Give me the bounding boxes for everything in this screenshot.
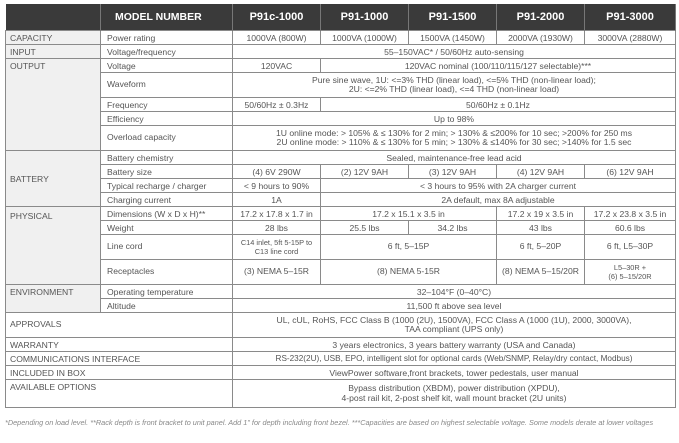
cell-value: (8) NEMA 5–15/20R bbox=[497, 260, 585, 285]
table-row bbox=[6, 112, 676, 126]
cell-value: Sealed, maintenance-free lead acid bbox=[233, 151, 676, 165]
label-waveform: Waveform bbox=[101, 73, 233, 98]
table-row bbox=[6, 235, 676, 260]
line-cord-p91c-line-1: C14 inlet, 5ft 5-15P to bbox=[240, 237, 313, 247]
cell-value: 6 ft, 5–20P bbox=[497, 235, 585, 260]
cell-value: 1000VA (1000W) bbox=[321, 31, 409, 45]
label-line-cord: Line cord bbox=[101, 235, 233, 260]
table-row bbox=[6, 338, 676, 352]
cell-value bbox=[233, 235, 321, 260]
cell-value: 50/60Hz ± 0.1Hz bbox=[321, 98, 676, 112]
label-voltage-frequency: Voltage/frequency bbox=[101, 45, 233, 59]
table-row bbox=[6, 151, 676, 165]
header-blank bbox=[6, 4, 101, 31]
category-physical: PHYSICAL bbox=[6, 207, 101, 285]
waveform-line-2: 2U: <=2% THD (linear load), <=4 THD (non-linear load) bbox=[348, 84, 560, 94]
overload-line-2: 2U online mode: > 110% & ≤ 130% for 5 min; > 130% & ≤140% for 30 sec; >140% for 1.5 sec bbox=[276, 137, 632, 147]
model-header-p91c-1000: P91c-1000 bbox=[233, 4, 321, 31]
table-row bbox=[6, 352, 676, 366]
table-row bbox=[6, 207, 676, 221]
table-row bbox=[6, 31, 676, 45]
cell-value: 32–104°F (0–40°C) bbox=[233, 285, 676, 299]
cell-value: (6) 12V 9AH bbox=[585, 165, 676, 179]
receptacles-3000-line-1: L5–30R + bbox=[613, 262, 647, 272]
cell-value bbox=[233, 313, 676, 338]
model-number-header: MODEL NUMBER bbox=[101, 4, 233, 31]
spec-table bbox=[5, 4, 676, 408]
header-row bbox=[6, 4, 676, 31]
model-header-p91-1500: P91-1500 bbox=[409, 4, 497, 31]
cell-value bbox=[585, 260, 676, 285]
label-receptacles: Receptacles bbox=[101, 260, 233, 285]
line-cord-p91c-line-2: C13 line cord bbox=[254, 247, 299, 256]
category-approvals: APPROVALS bbox=[6, 313, 233, 338]
label-operating-temperature: Operating temperature bbox=[101, 285, 233, 299]
label-battery-size: Battery size bbox=[101, 165, 233, 179]
cell-value: 17.2 x 19 x 3.5 in bbox=[497, 207, 585, 221]
cell-value: 34.2 lbs bbox=[409, 221, 497, 235]
table-row bbox=[6, 73, 676, 98]
cell-value: 28 lbs bbox=[233, 221, 321, 235]
cell-value: 120VAC bbox=[233, 59, 321, 73]
model-header-p91-3000: P91-3000 bbox=[585, 4, 676, 31]
table-row bbox=[6, 380, 676, 408]
cell-value: (3) NEMA 5–15R bbox=[233, 260, 321, 285]
label-charging-current: Charging current bbox=[101, 193, 233, 207]
model-header-p91-2000: P91-2000 bbox=[497, 4, 585, 31]
cell-value: (3) 12V 9AH bbox=[409, 165, 497, 179]
cell-value: 120VAC nominal (100/110/115/127 selectable)*** bbox=[321, 59, 676, 73]
cell-value: ViewPower software,front brackets, tower pedestals, user manual bbox=[233, 366, 676, 380]
receptacles-3000-line-2: (6) 5–15/20R bbox=[608, 272, 652, 281]
category-included-in-box: INCLUDED IN BOX bbox=[6, 366, 233, 380]
cell-value: 2000VA (1930W) bbox=[497, 31, 585, 45]
cell-value: Up to 98% bbox=[233, 112, 676, 126]
table-row bbox=[6, 98, 676, 112]
category-output: OUTPUT bbox=[6, 59, 101, 151]
table-row bbox=[6, 313, 676, 338]
cell-value: 11,500 ft above sea level bbox=[233, 299, 676, 313]
label-overload: Overload capacity bbox=[101, 126, 233, 151]
cell-value: (2) 12V 9AH bbox=[321, 165, 409, 179]
cell-value: < 3 hours to 95% with 2A charger current bbox=[321, 179, 676, 193]
table-row bbox=[6, 165, 676, 179]
model-header-p91-1000: P91-1000 bbox=[321, 4, 409, 31]
overload-line-1: 1U online mode: > 105% & ≤ 130% for 2 min; > 130% & ≤200% for 10 sec; >200% for 250 ms bbox=[275, 127, 632, 138]
cell-value: (4) 6V 290W bbox=[233, 165, 321, 179]
category-environment: ENVIRONMENT bbox=[6, 285, 101, 313]
options-line-1: Bypass distribution (XBDM), power distribution (XPDU), bbox=[348, 383, 560, 393]
category-capacity: CAPACITY bbox=[6, 31, 101, 45]
cell-value: (8) NEMA 5-15R bbox=[321, 260, 497, 285]
table-row bbox=[6, 260, 676, 285]
category-available-options: AVAILABLE OPTIONS bbox=[6, 380, 233, 408]
category-battery: BATTERY bbox=[6, 151, 101, 207]
label-weight: Weight bbox=[101, 221, 233, 235]
cell-value: 50/60Hz ± 0.3Hz bbox=[233, 98, 321, 112]
table-row bbox=[6, 299, 676, 313]
cell-value: 17.2 x 17.8 x 1.7 in bbox=[233, 207, 321, 221]
cell-value bbox=[233, 380, 676, 408]
approvals-line-1: UL, cUL, RoHS, FCC Class B (1000 (2U), 1500VA), FCC Class A (1000 (1U), 2000, 3000VA), bbox=[276, 314, 632, 325]
label-dimensions: Dimensions (W x D x H)** bbox=[101, 207, 233, 221]
label-frequency: Frequency bbox=[101, 98, 233, 112]
footnote: *Depending on load level. **Rack depth is front bracket to unit panel. Add 1" for depth including front bezel. ***Capacities are based on highest selectable voltage. Some models derate at lower voltages bbox=[5, 418, 654, 427]
cell-value: 1A bbox=[233, 193, 321, 207]
cell-value: 3000VA (2880W) bbox=[585, 31, 676, 45]
cell-value bbox=[233, 73, 676, 98]
table-row bbox=[6, 366, 676, 380]
label-efficiency: Efficiency bbox=[101, 112, 233, 126]
cell-value: (4) 12V 9AH bbox=[497, 165, 585, 179]
label-output-voltage: Voltage bbox=[101, 59, 233, 73]
waveform-line-1: Pure sine wave, 1U: <=3% THD (linear load), <=5% THD (non-linear load); bbox=[312, 74, 596, 85]
label-power-rating: Power rating bbox=[101, 31, 233, 45]
category-warranty: WARRANTY bbox=[6, 338, 233, 352]
cell-value: 55–150VAC* / 50/60Hz auto-sensing bbox=[233, 45, 676, 59]
table-row bbox=[6, 285, 676, 299]
category-communications: COMMUNICATIONS INTERFACE bbox=[6, 352, 233, 366]
cell-value: 6 ft, L5–30P bbox=[585, 235, 676, 260]
cell-value: 3 years electronics, 3 years battery warranty (USA and Canada) bbox=[233, 338, 676, 352]
cell-value bbox=[233, 126, 676, 151]
cell-value: 2A default, max 8A adjustable bbox=[321, 193, 676, 207]
category-input: INPUT bbox=[6, 45, 101, 59]
cell-value: < 9 hours to 90% bbox=[233, 179, 321, 193]
cell-value: RS-232(2U), USB, EPO, intelligent slot for optional cards (Web/SNMP, Relay/dry contact, Modbus) bbox=[233, 352, 676, 366]
cell-value: 17.2 x 15.1 x 3.5 in bbox=[321, 207, 497, 221]
table-row bbox=[6, 45, 676, 59]
table-row bbox=[6, 193, 676, 207]
table-row bbox=[6, 126, 676, 151]
table-row bbox=[6, 221, 676, 235]
spec-table-container bbox=[5, 4, 675, 408]
cell-value: 60.6 lbs bbox=[585, 221, 676, 235]
label-altitude: Altitude bbox=[101, 299, 233, 313]
cell-value: 17.2 x 23.8 x 3.5 in bbox=[585, 207, 676, 221]
cell-value: 1500VA (1450W) bbox=[409, 31, 497, 45]
label-battery-chemistry: Battery chemistry bbox=[101, 151, 233, 165]
table-row bbox=[6, 179, 676, 193]
cell-value: 25.5 lbs bbox=[321, 221, 409, 235]
label-recharge: Typical recharge / charger bbox=[101, 179, 233, 193]
approvals-line-2: TAA compliant (UPS only) bbox=[404, 324, 504, 334]
cell-value: 6 ft, 5–15P bbox=[321, 235, 497, 260]
options-line-2: 4-post rail kit, 2-post shelf kit, wall mount bracket (2U units) bbox=[341, 392, 567, 403]
table-row bbox=[6, 59, 676, 73]
cell-value: 43 lbs bbox=[497, 221, 585, 235]
cell-value: 1000VA (800W) bbox=[233, 31, 321, 45]
